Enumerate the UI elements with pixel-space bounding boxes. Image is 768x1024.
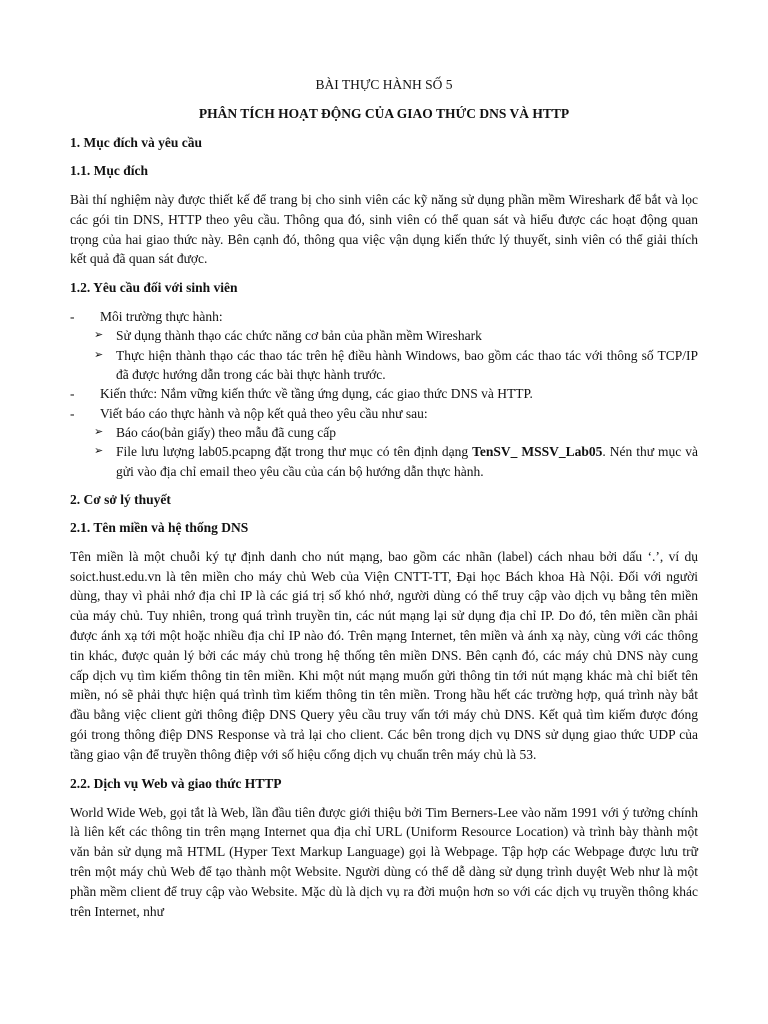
section-heading-1-2: 1.2. Yêu cầu đối với sinh viên bbox=[70, 280, 238, 296]
list-item bbox=[70, 442, 698, 481]
paragraph-dns: Tên miền là một chuỗi ký tự định danh cho nút mạng, bao gồm các nhãn (label) cách nhau bởi dấu ‘.’, ví dụ soict.hust.edu.vn là tên miền cho máy chủ Web của Viện CNTT-TT, Đại học Bách khoa Hà Nội. Đối với người dùng, thay vì phải nhớ địa chỉ IP là các giá trị số khó nhớ, người dùng có thể truy cập vào dịch vụ bằng tên miền của máy chủ. Tuy nhiên, trong quá trình truyền tin, các nút mạng lại sử dụng địa chỉ IP. Do đó, tên miền cần phải được ánh xạ tới một hoặc nhiều địa chỉ IP nào đó. Trên mạng Internet, tên miền và ánh xạ này, cùng với các thông tin khác, được quản lý bởi các máy chủ trong hệ thống tên miền DNS. Bên cạnh đó, các máy chủ DNS này cung cấp dịch vụ tìm kiếm thông tin tên miền. Khi một nút mạng muốn gửi thông tin tới nút mạng khác mà chỉ biết tên miền, nó sẽ phải thực hiện quá trình tìm kiếm thông tin tên miền. Trong hầu hết các trường hợp, quá trình này bắt đầu bằng việc client gửi thông điệp DNS Query yêu cầu truy vấn tới máy chủ DNS. Kết quả tìm kiếm được đóng gói trong thông điệp DNS Response và trả lại cho client. Các bên trong dịch vụ DNS sử dụng giao thức UDP của tầng giao vận để truyền thông điệp với số hiệu cổng dịch vụ chuẩn trên máy chủ là 53. bbox=[70, 548, 698, 762]
folder-name-format: TenSV_ MSSV_Lab05 bbox=[472, 444, 603, 460]
list-item bbox=[70, 423, 698, 442]
list-item-text: . Nén thư mục và gửi vào địa chỉ email theo yêu cầu của cán bộ hướng dẫn thực hành. bbox=[116, 444, 699, 479]
list-item bbox=[70, 326, 698, 345]
list-item-text: Viết báo cáo thực hành và nộp kết quả theo yêu cầu như sau: bbox=[100, 405, 428, 421]
section-heading-1: 1. Mục đích và yêu cầu bbox=[70, 135, 203, 150]
arrow-bullet-icon: ➢ bbox=[94, 348, 104, 361]
list-item-text: File lưu lượng lab05.pcapng đặt trong thư mục có tên định dạng bbox=[116, 444, 473, 460]
list-item-text: Kiến thức: Nắm vững kiến thức về tầng ứng dụng, các giao thức DNS và HTTP. bbox=[100, 386, 533, 402]
lab-title: BÀI THỰC HÀNH SỐ 5 bbox=[315, 77, 453, 92]
section-heading-1-1: 1.1. Mục đích bbox=[70, 163, 149, 178]
dash-bullet: - bbox=[70, 309, 75, 325]
list-item bbox=[70, 384, 698, 403]
dash-bullet: - bbox=[70, 386, 75, 402]
list-item-text: Báo cáo(bản giấy) theo mẫu đã cung cấp bbox=[116, 424, 337, 440]
dash-bullet: - bbox=[70, 405, 75, 421]
lab-subtitle: PHÂN TÍCH HOẠT ĐỘNG CỦA GIAO THỨC DNS VÀ HTTP bbox=[198, 106, 570, 121]
arrow-bullet-icon: ➢ bbox=[94, 329, 104, 342]
list-item bbox=[70, 307, 698, 326]
section-heading-2: 2. Cơ sở lý thuyết bbox=[70, 491, 171, 507]
section-heading-2-1: 2.1. Tên miền và hệ thống DNS bbox=[70, 519, 249, 535]
list-item-text: Môi trường thực hành: bbox=[100, 309, 223, 325]
list-item bbox=[70, 404, 698, 423]
list-item-text: Sử dụng thành thạo các chức năng cơ bản của phần mềm Wireshark bbox=[116, 328, 482, 344]
arrow-bullet-icon: ➢ bbox=[94, 445, 104, 458]
requirements-list bbox=[70, 307, 698, 481]
arrow-bullet-icon: ➢ bbox=[94, 425, 104, 438]
section-heading-2-2: 2.2. Dịch vụ Web và giao thức HTTP bbox=[70, 775, 282, 791]
paragraph-web-http: World Wide Web, gọi tắt là Web, lần đầu tiên được giới thiệu bởi Tim Berners-Lee vào năm 1991 với ý tưởng chính là liên kết các thông tin trên mạng Internet qua địa chỉ URL (Uniform Resource Location) và trình bày thành một văn bản sử dụng mã HTML (Hyper Text Markup Language) gọi là Webpage. Tập hợp các Webpage được lưu trữ trên một máy chủ Web để tạo thành một Website. Người dùng có thể dễ dàng sử dụng trình duyệt Web như là một phần mềm client để truy cập vào Website. Mặc dù là dịch vụ ra đời muộn hơn so với các dịch vụ truyền thông khác trên Internet, như bbox=[70, 804, 698, 919]
list-item-text: Thực hiện thành thạo các thao tác trên hệ điều hành Windows, bao gồm các thao tác với thông số TCP/IP đã được hướng dẫn trong các bài thực hành trước. bbox=[116, 347, 698, 383]
paragraph-purpose: Bài thí nghiệm này được thiết kế để trang bị cho sinh viên các kỹ năng sử dụng phần mềm Wireshark để bắt và lọc các gói tin DNS, HTTP theo yêu cầu. Thông qua đó, sinh viên có thể quan sát và hiểu được các hoạt động quan trọng của hai giao thức này. Bên cạnh đó, thông qua việc vận dụng kiến thức lý thuyết, sinh viên có thể giải thích kết quả đã quan sát được. bbox=[70, 192, 698, 267]
list-item bbox=[70, 346, 698, 385]
